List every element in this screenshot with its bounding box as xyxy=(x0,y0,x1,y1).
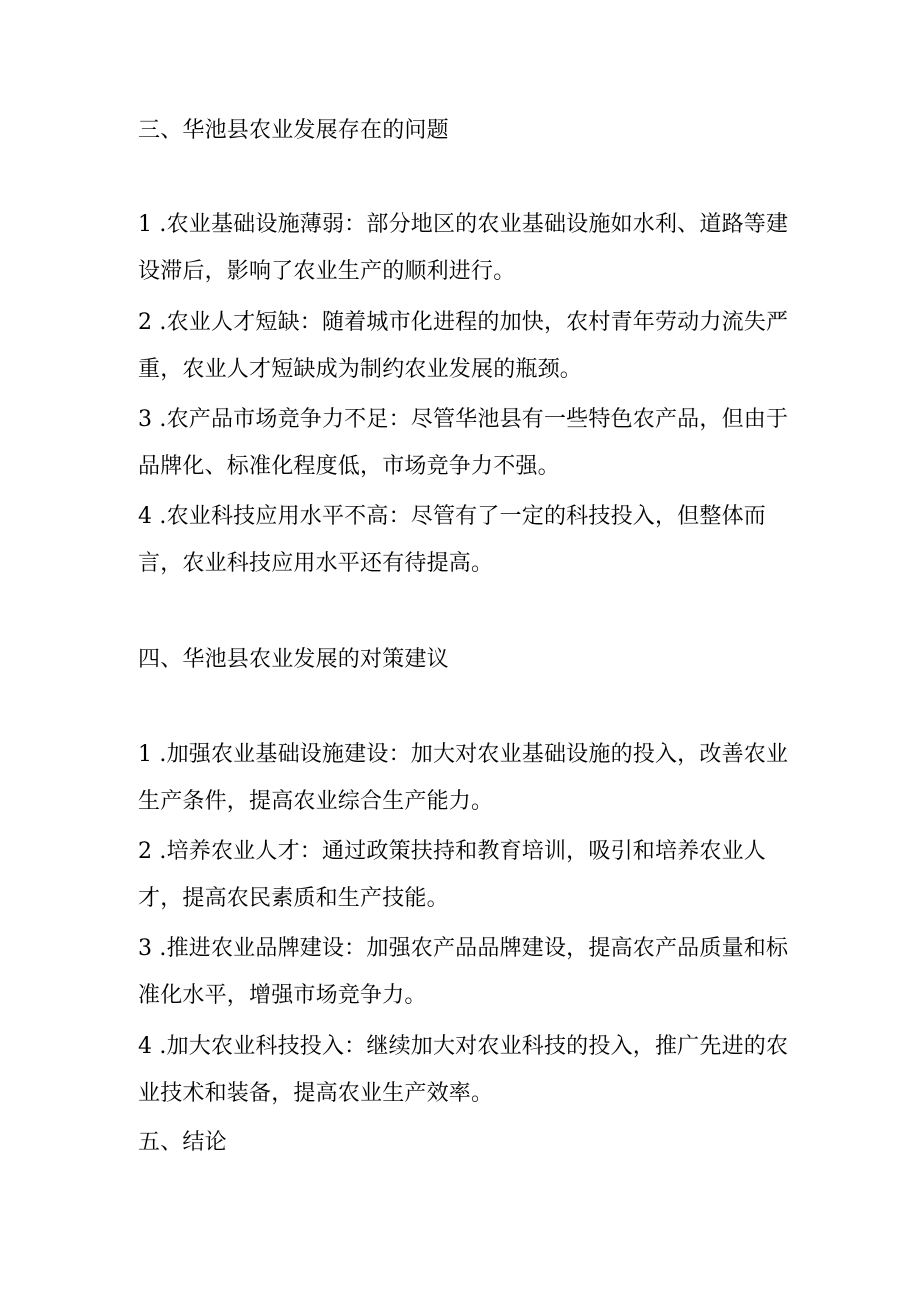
section-3-item-4-line-1: 4 .农业科技应用水平不高：尽管有了一定的科技投入，但整体而 xyxy=(138,504,766,529)
section-3-item-2-line-1: 2 .农业人才短缺：随着城市化进程的加快，农村青年劳动力流失严 xyxy=(138,310,789,335)
section-4-item-1-line-2: 生产条件，提高农业综合生产能力。 xyxy=(138,789,494,814)
section-3-item-3-line-2: 品牌化、标准化程度低，市场竞争力不强。 xyxy=(138,454,560,479)
section-3-item-3-line-1: 3 .农产品市场竞争力不足：尽管华池县有一些特色农产品，但由于 xyxy=(138,407,789,432)
section-4-item-4-line-1: 4 .加大农业科技投入：继续加大对农业科技的投入，推广先进的农 xyxy=(138,1034,789,1059)
section-5-heading: 五、结论 xyxy=(138,1130,227,1155)
section-4-item-3-line-2: 准化水平，增强市场竞争力。 xyxy=(138,983,427,1008)
section-4-item-3-line-1: 3 .推进农业品牌建设：加强农产品品牌建设，提高农产品质量和标 xyxy=(138,936,789,961)
section-4-item-2-line-2: 才，提高农民素质和生产技能。 xyxy=(138,886,449,911)
section-3-item-4-line-2: 言，农业科技应用水平还有待提高。 xyxy=(138,551,494,576)
section-4-heading: 四、华池县农业发展的对策建议 xyxy=(138,647,449,672)
section-3-item-1-line-2: 设滞后，影响了农业生产的顺利进行。 xyxy=(138,259,516,284)
section-4-item-4-line-2: 业技术和装备，提高农业生产效率。 xyxy=(138,1081,494,1106)
section-3-item-1-line-1: 1 .农业基础设施薄弱：部分地区的农业基础设施如水利、道路等建 xyxy=(138,212,789,237)
section-4-item-1-line-1: 1 .加强农业基础设施建设：加大对农业基础设施的投入，改善农业 xyxy=(138,742,789,767)
section-3-item-2-line-2: 重，农业人才短缺成为制约农业发展的瓶颈。 xyxy=(138,357,583,382)
section-3-heading: 三、华池县农业发展存在的问题 xyxy=(138,118,449,143)
section-4-item-2-line-1: 2 .培养农业人才：通过政策扶持和教育培训，吸引和培养农业人 xyxy=(138,839,766,864)
